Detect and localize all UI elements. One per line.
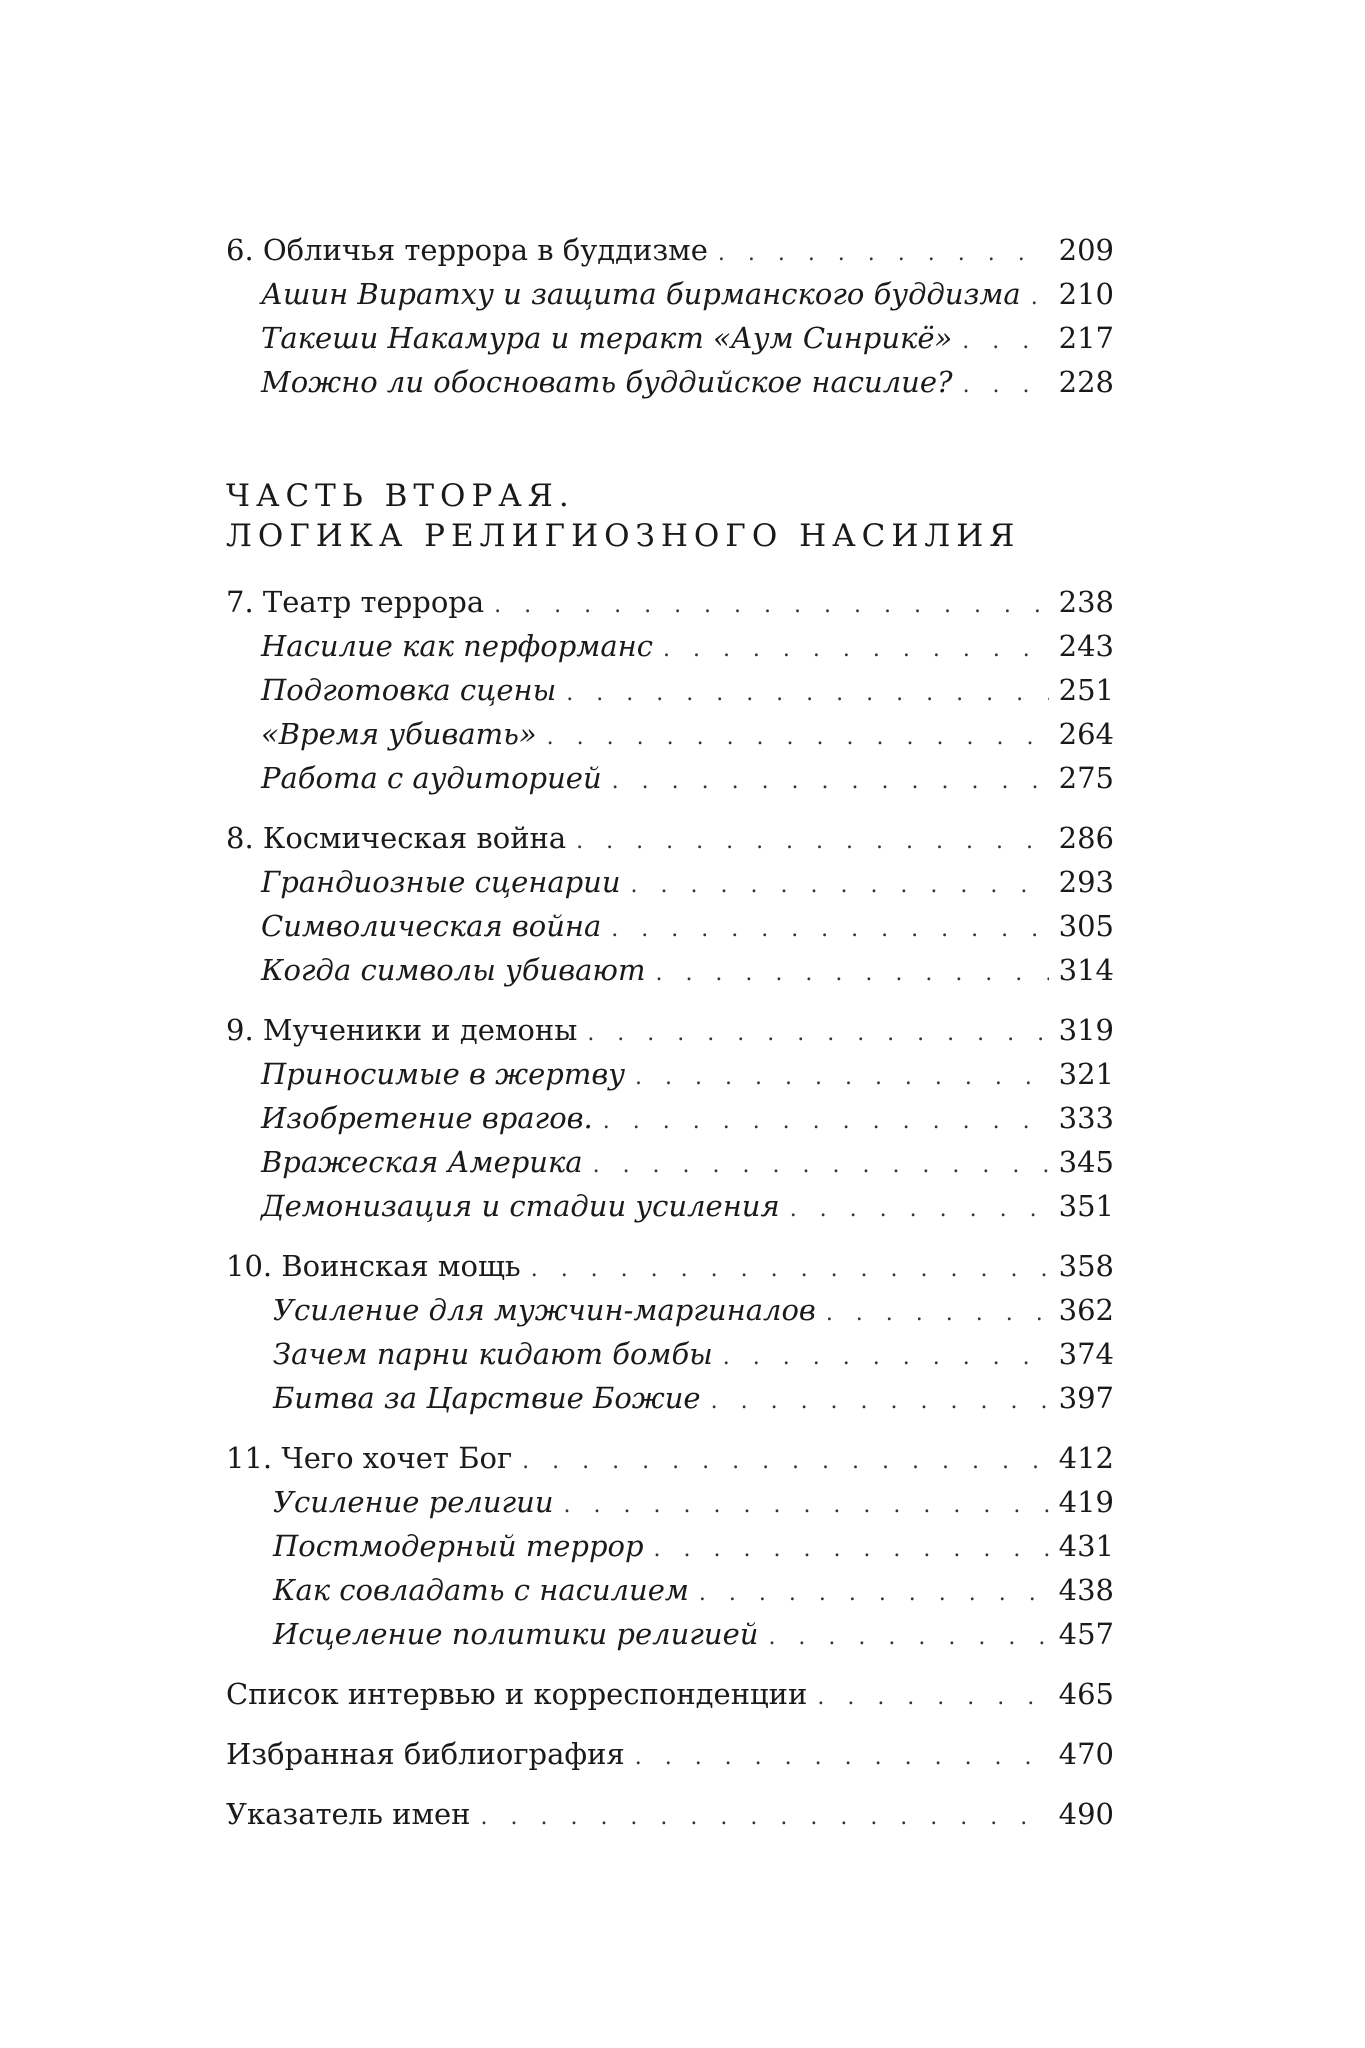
toc-section-title: Усиление религии: [273, 1485, 554, 1519]
toc-chapter-8: [226, 816, 1114, 992]
toc-page-number: 345: [1058, 1145, 1114, 1179]
toc-page-number: 333: [1058, 1101, 1114, 1135]
toc-page-number: 438: [1058, 1573, 1114, 1607]
toc-chapter-entry[interactable]: [226, 816, 1114, 860]
toc-page-number: 228: [1058, 365, 1114, 399]
toc-chapter-title: 11. Чего хочет Бог: [226, 1441, 513, 1475]
toc-leader-dots: [826, 1292, 1049, 1336]
toc-chapter-10: [226, 1244, 1114, 1420]
toc-page-number: 374: [1058, 1337, 1114, 1371]
toc-section-entry[interactable]: [226, 624, 1114, 668]
toc-section-entry[interactable]: [226, 1376, 1114, 1420]
toc-leader-dots: [481, 1796, 1049, 1840]
toc-leader-dots: [587, 1012, 1048, 1056]
toc-section-entry[interactable]: [226, 316, 1114, 360]
toc-leader-dots: [635, 1056, 1049, 1100]
toc-leader-dots: [603, 1100, 1049, 1144]
toc-page-number: 412: [1058, 1441, 1114, 1475]
toc-page-number: 321: [1058, 1057, 1114, 1091]
toc-chapter-9: [226, 1008, 1114, 1228]
toc-page-number: 362: [1058, 1293, 1114, 1327]
toc-page-number: 251: [1058, 673, 1114, 707]
toc-section-entry[interactable]: [226, 1612, 1114, 1656]
toc-leader-dots: [790, 1188, 1049, 1232]
toc-chapter-title: 9. Мученики и демоны: [226, 1013, 578, 1047]
part-heading-line-2: ЛОГИКА РЕЛИГИОЗНОГО НАСИЛИЯ: [226, 518, 1021, 554]
toc-chapter-entry[interactable]: [226, 228, 1114, 272]
toc-leader-dots: [564, 1484, 1049, 1528]
toc-leader-dots: [817, 1676, 1048, 1720]
toc-page-number: 457: [1058, 1617, 1114, 1651]
toc-section-title: Исцеление политики религией: [273, 1617, 759, 1651]
toc-chapter-11: [226, 1436, 1114, 1656]
toc-leader-dots: [566, 672, 1048, 716]
toc-section-entry[interactable]: [226, 756, 1114, 800]
toc-page-number: 217: [1058, 321, 1114, 355]
toc-page-number: 465: [1058, 1677, 1114, 1711]
toc-chapter-title: 7. Театр террора: [226, 585, 485, 619]
toc-section-entry[interactable]: [226, 1480, 1114, 1524]
toc-chapter-title: 6. Обличья террора в буддизме: [226, 233, 708, 267]
toc-chapter-7: [226, 580, 1114, 800]
toc-page-number: 305: [1058, 909, 1114, 943]
toc-section-entry[interactable]: [226, 272, 1114, 316]
toc-backmatter-title: Указатель имен: [226, 1797, 471, 1831]
toc-page-number: 286: [1058, 821, 1114, 855]
toc-section-title: «Время убивать»: [261, 717, 537, 751]
toc-page-number: 351: [1058, 1189, 1114, 1223]
toc-leader-dots: [494, 584, 1048, 628]
toc-leader-dots: [611, 908, 1048, 952]
toc-section-title: Символическая война: [261, 909, 602, 943]
toc-leader-dots: [655, 952, 1048, 996]
toc-chapter-title: 8. Космическая война: [226, 821, 567, 855]
toc-section-title: Вражеская Америка: [261, 1145, 583, 1179]
toc-leader-dots: [723, 1336, 1049, 1380]
toc-section-title: Битва за Царствие Божие: [273, 1381, 701, 1415]
toc-section-title: Приносимые в жертву: [261, 1057, 626, 1091]
toc-section-title: Как совладать с насилием: [273, 1573, 689, 1607]
toc-chapter-title: 10. Воинская мощь: [226, 1249, 521, 1283]
toc-page-number: 358: [1058, 1249, 1114, 1283]
toc-section-entry[interactable]: [226, 904, 1114, 948]
part-heading-line-1: ЧАСТЬ ВТОРАЯ.: [226, 478, 575, 514]
toc-chapter-entry[interactable]: [226, 1436, 1114, 1480]
toc-leader-dots: [531, 1248, 1049, 1292]
toc-section-title: Грандиозные сценарии: [261, 865, 621, 899]
toc-leader-dots: [547, 716, 1049, 760]
toc-section-entry[interactable]: [226, 712, 1114, 756]
toc-chapter-entry[interactable]: [226, 1008, 1114, 1052]
toc-section-title: Зачем парни кидают бомбы: [273, 1337, 713, 1371]
toc-backmatter-entry[interactable]: [226, 1732, 1114, 1776]
toc-page-number: 293: [1058, 865, 1114, 899]
toc-leader-dots: [768, 1616, 1048, 1660]
toc-section-title: Когда символы убивают: [261, 953, 646, 987]
toc-page-number: 275: [1058, 761, 1114, 795]
toc-section-entry[interactable]: [226, 1140, 1114, 1184]
toc-leader-dots: [576, 820, 1048, 864]
toc-leader-dots: [663, 628, 1049, 672]
toc-leader-dots: [612, 760, 1049, 804]
toc-leader-dots: [522, 1440, 1048, 1484]
toc-leader-dots: [699, 1572, 1049, 1616]
toc-backmatter-title: Избранная библиография: [226, 1737, 625, 1771]
toc-backmatter-entry[interactable]: [226, 1672, 1114, 1716]
toc-leader-dots: [963, 364, 1049, 408]
toc-page-number: 490: [1058, 1797, 1114, 1831]
toc-chapter-entry[interactable]: [226, 1244, 1114, 1288]
toc-section-entry[interactable]: [226, 1096, 1114, 1140]
toc-section-entry[interactable]: [226, 948, 1114, 992]
toc-leader-dots: [635, 1736, 1049, 1780]
toc-section-title: Ашин Виратху и защита бирманского буддизма: [261, 277, 1021, 311]
toc-section-entry[interactable]: [226, 1288, 1114, 1332]
toc-section-entry[interactable]: [226, 1332, 1114, 1376]
toc-section-title: Работа с аудиторией: [261, 761, 602, 795]
toc-section-title: Изобретение врагов.: [261, 1101, 593, 1135]
toc-backmatter: [226, 1672, 1114, 1836]
toc-page-number: 264: [1058, 717, 1114, 751]
toc-chapter-entry[interactable]: [226, 580, 1114, 624]
toc-page-number: 419: [1058, 1485, 1114, 1519]
toc-section-entry[interactable]: [226, 1568, 1114, 1612]
toc-section-entry[interactable]: [226, 360, 1114, 404]
toc-page-number: 314: [1058, 953, 1114, 987]
toc-leader-dots: [1031, 276, 1049, 320]
toc-section-title: Демонизация и стадии усиления: [261, 1189, 780, 1223]
toc-section-title: Насилие как перформанс: [261, 629, 653, 663]
toc-section-title: Такеши Накамура и теракт «Аум Синрикё»: [261, 321, 953, 355]
toc-leader-dots: [718, 232, 1049, 276]
toc-leader-dots: [962, 320, 1048, 364]
toc-page-number: 319: [1058, 1013, 1114, 1047]
table-of-contents: [226, 228, 1114, 1852]
toc-section-entry[interactable]: [226, 668, 1114, 712]
toc-page-number: 397: [1058, 1381, 1114, 1415]
toc-leader-dots: [711, 1380, 1049, 1424]
toc-section-title: Усиление для мужчин-маргиналов: [273, 1293, 816, 1327]
toc-leader-dots: [631, 864, 1049, 908]
toc-section-entry[interactable]: [226, 1524, 1114, 1568]
toc-section-entry[interactable]: [226, 860, 1114, 904]
toc-page-number: 210: [1058, 277, 1114, 311]
toc-section-title: Можно ли обосновать буддийское насилие?: [261, 365, 953, 399]
part-heading: [226, 476, 1114, 556]
toc-page-number: 209: [1058, 233, 1114, 267]
toc-backmatter-entry[interactable]: [226, 1792, 1114, 1836]
toc-section-entry[interactable]: [226, 1184, 1114, 1228]
toc-page-number: 238: [1058, 585, 1114, 619]
toc-leader-dots: [654, 1528, 1049, 1572]
toc-page-number: 243: [1058, 629, 1114, 663]
toc-chapter-6: [226, 228, 1114, 404]
toc-section-title: Постмодерный террор: [273, 1529, 644, 1563]
toc-section-title: Подготовка сцены: [261, 673, 557, 707]
toc-page-number: 431: [1058, 1529, 1114, 1563]
toc-section-entry[interactable]: [226, 1052, 1114, 1096]
toc-page-number: 470: [1058, 1737, 1114, 1771]
toc-leader-dots: [593, 1144, 1049, 1188]
toc-backmatter-title: Список интервью и корреспонденции: [226, 1677, 808, 1711]
